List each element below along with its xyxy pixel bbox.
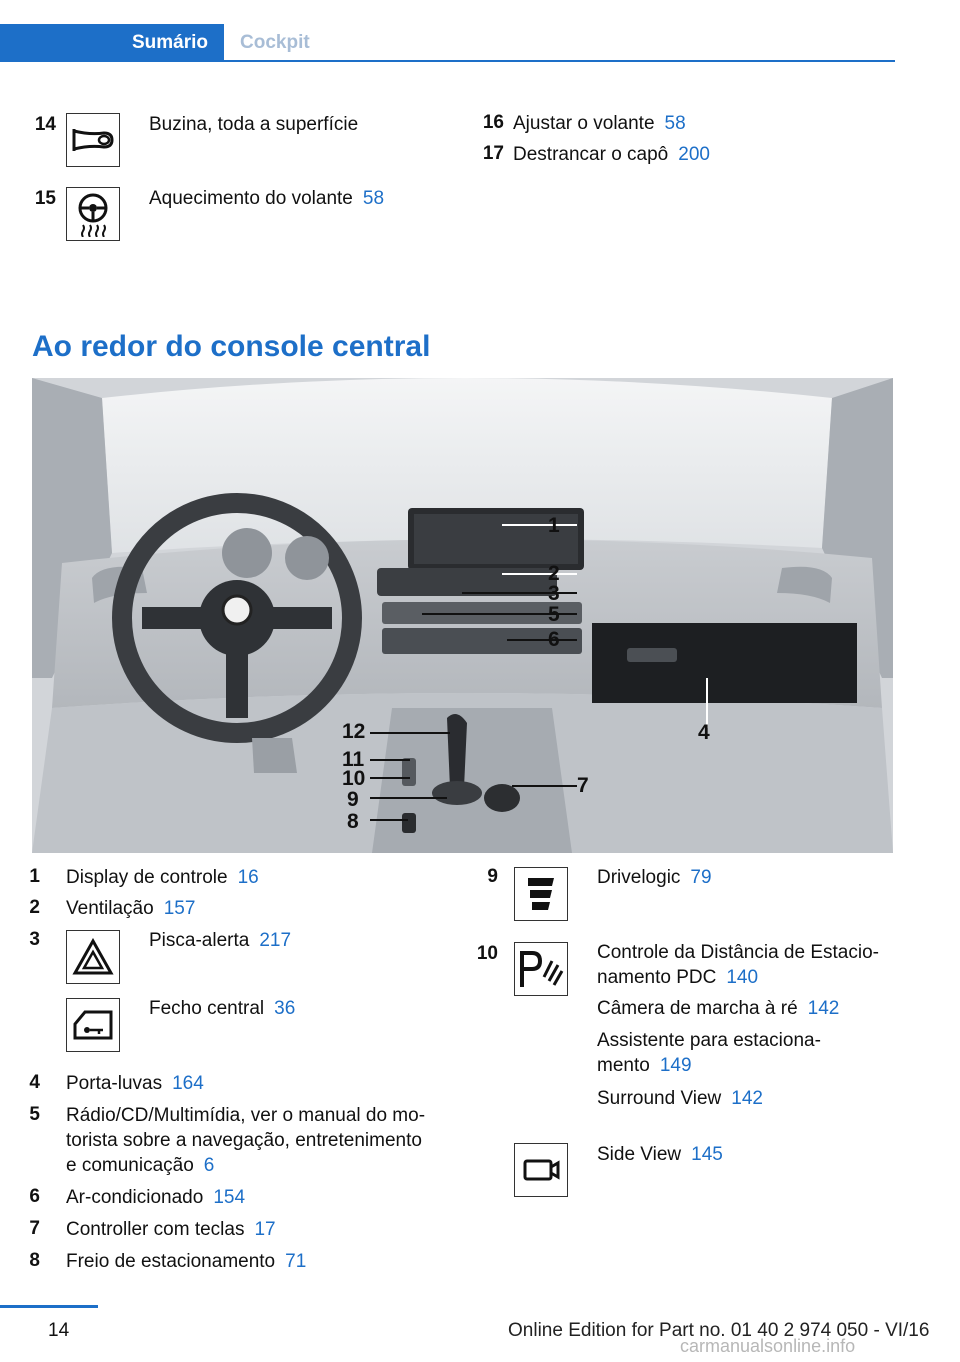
callout-6: 6 xyxy=(548,628,560,651)
page-ref-link[interactable]: 71 xyxy=(285,1251,307,1272)
page-ref-link[interactable]: 58 xyxy=(362,188,385,209)
page-ref-link[interactable]: 58 xyxy=(664,113,686,134)
item-label: Pisca-alerta 217 xyxy=(149,930,292,951)
pdc-icon xyxy=(514,942,568,996)
item-label: Controller com teclas 17 xyxy=(66,1219,276,1240)
heated-steering-wheel-icon xyxy=(66,187,120,241)
item-label: Câmera de marcha à ré 142 xyxy=(597,998,840,1019)
callout-10: 10 xyxy=(342,767,366,790)
item-number: 7 xyxy=(29,1218,40,1239)
item-label: Ar-condicionado 154 xyxy=(66,1187,246,1208)
item-label: Destrancar o capô 200 xyxy=(513,144,710,165)
top-tab-bar xyxy=(0,24,895,62)
footer-accent-line xyxy=(0,1305,98,1308)
item-number: 17 xyxy=(482,143,504,164)
item-number: 15 xyxy=(34,188,56,209)
item-label: Porta-luvas 164 xyxy=(66,1073,204,1094)
page-ref-link[interactable]: 200 xyxy=(678,144,710,165)
page-ref-link[interactable]: 154 xyxy=(213,1187,246,1208)
page-ref-link[interactable]: 79 xyxy=(690,867,712,888)
horn-icon xyxy=(66,113,120,167)
item-number: 10 xyxy=(476,943,498,964)
page-ref-link[interactable]: 145 xyxy=(691,1144,723,1165)
item-label: Controle da Distância de Estacio- namento PDC 140 xyxy=(597,942,879,988)
item-number: 8 xyxy=(29,1250,40,1271)
item-label: Aquecimento do volante 58 xyxy=(149,188,385,209)
item-label: Display de controle 16 xyxy=(66,867,259,888)
side-view-camera-icon xyxy=(514,1143,568,1197)
section-title: Ao redor do console central xyxy=(32,330,431,363)
dashboard-illustration xyxy=(32,378,893,853)
item-label: Rádio/CD/Multimídia, ver o manual do mo- torista sobre a navegação, entretenimento e comunicação 6 xyxy=(66,1105,426,1176)
page-ref-link[interactable]: 140 xyxy=(726,967,759,988)
item-label: Drivelogic 79 xyxy=(597,867,712,888)
tab-underline xyxy=(224,60,895,62)
callout-4: 4 xyxy=(698,721,710,744)
page-ref-link[interactable]: 142 xyxy=(807,998,840,1019)
callout-11: 11 xyxy=(342,748,365,771)
item-number: 2 xyxy=(29,897,40,918)
item-label: Buzina, toda a superfície xyxy=(149,114,359,135)
callout-7: 7 xyxy=(577,774,589,797)
watermark: carmanualsonline.info xyxy=(680,1336,856,1356)
item-label: Assistente para estaciona- mento 149 xyxy=(597,1030,821,1076)
item-label: Fecho central 36 xyxy=(149,998,296,1019)
item-number: 9 xyxy=(487,866,498,887)
item-number: 6 xyxy=(29,1186,40,1207)
central-locking-icon xyxy=(66,998,120,1052)
item-label: Ajustar o volante 58 xyxy=(513,113,686,134)
item-number: 4 xyxy=(29,1072,40,1093)
item-number: 14 xyxy=(34,114,56,135)
item-label: Surround View 142 xyxy=(597,1088,763,1109)
callout-3: 3 xyxy=(548,582,560,605)
callout-8: 8 xyxy=(347,810,359,833)
page-ref-link[interactable]: 149 xyxy=(659,1055,692,1076)
tab-cockpit[interactable]: Cockpit xyxy=(240,32,310,53)
item-number: 1 xyxy=(29,866,40,887)
page-ref-link[interactable]: 142 xyxy=(731,1088,763,1109)
item-number: 5 xyxy=(29,1104,40,1125)
edition-note: Online Edition for Part no. 01 40 2 974 050 - VI/16 xyxy=(508,1320,930,1341)
callout-9: 9 xyxy=(347,788,359,811)
callout-2: 2 xyxy=(548,562,560,585)
page-ref-link[interactable]: 6 xyxy=(203,1155,215,1176)
item-number: 16 xyxy=(482,112,504,133)
callout-12: 12 xyxy=(342,720,366,743)
page-ref-link[interactable]: 217 xyxy=(259,930,292,951)
page-ref-link[interactable]: 16 xyxy=(237,867,259,888)
item-label: Side View 145 xyxy=(597,1144,723,1165)
callout-1: 1 xyxy=(548,514,560,537)
item-label: Ventilação 157 xyxy=(66,898,196,919)
item-number: 3 xyxy=(29,929,40,950)
tab-sumario[interactable]: Sumário xyxy=(0,24,224,62)
page-number: 14 xyxy=(48,1320,70,1341)
item-label: Freio de estacionamento 71 xyxy=(66,1251,307,1272)
page-ref-link[interactable]: 36 xyxy=(274,998,296,1019)
page-ref-link[interactable]: 164 xyxy=(172,1073,204,1094)
drivelogic-icon xyxy=(514,867,568,921)
page-ref-link[interactable]: 17 xyxy=(254,1219,276,1240)
callout-5: 5 xyxy=(548,603,560,626)
hazard-warning-icon xyxy=(66,930,120,984)
page-ref-link[interactable]: 157 xyxy=(163,898,196,919)
